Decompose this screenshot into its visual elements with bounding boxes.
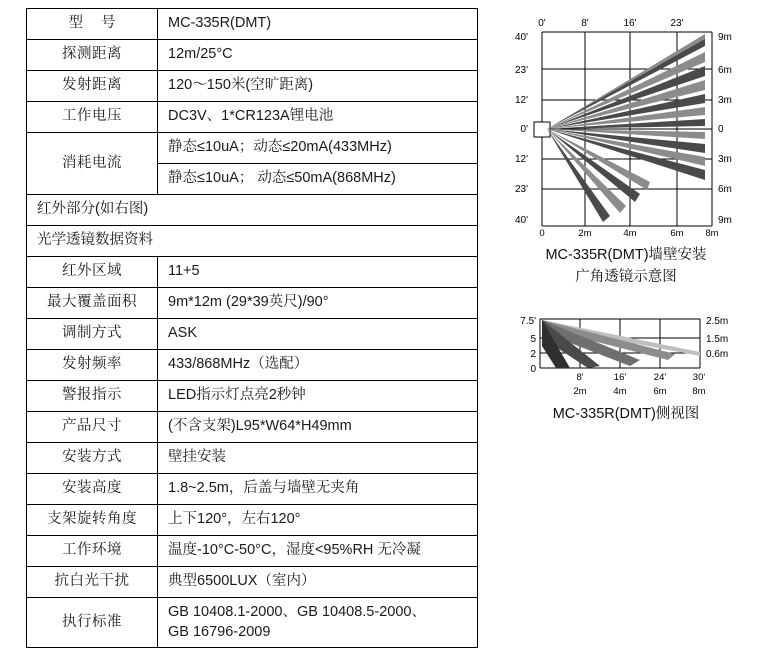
right-axis-label-3: 0	[718, 124, 724, 135]
row-full: 光学透镜数据资料	[27, 226, 478, 257]
top-axis-label-0: 0'	[538, 18, 546, 29]
row-label: 警报指示	[27, 381, 158, 412]
row-label: 消耗电流	[27, 133, 158, 195]
sv-left-label-1: 5	[530, 334, 536, 345]
left-axis-label-5: 23'	[514, 184, 528, 195]
row-label: 工作电压	[27, 102, 158, 133]
sv-bottom-bot-2: 6m	[653, 386, 667, 397]
row-value: DC3V、1*CR123A锂电池	[158, 102, 478, 133]
row-label: 发射距离	[27, 71, 158, 102]
row-value: ASK	[158, 319, 478, 350]
left-axis-label-4: 12'	[514, 154, 528, 165]
caption-line-1: MC-335R(DMT)侧视图	[552, 406, 700, 422]
side-view-caption	[500, 404, 752, 426]
left-axis-label-1: 23'	[514, 65, 528, 76]
sv-beam-fan	[542, 320, 700, 368]
wide-angle-svg	[500, 14, 752, 239]
table-row	[27, 71, 478, 102]
table-row	[27, 536, 478, 567]
sv-left-label-2: 2	[530, 349, 536, 360]
right-axis-label-2: 3m	[718, 95, 732, 106]
row-value: (不含支架)L95*W64*H49mm	[158, 412, 478, 443]
row-label: 调制方式	[27, 319, 158, 350]
bottom-axis-label-2: 4m	[623, 228, 637, 239]
table-row	[27, 133, 478, 164]
row-value: 壁挂安装	[158, 443, 478, 474]
sv-left-label-3: 0	[530, 364, 536, 375]
table-row	[27, 412, 478, 443]
table-row	[27, 319, 478, 350]
sv-bottom-top-0: 8'	[576, 372, 584, 383]
table-row	[27, 102, 478, 133]
top-axis-label-3: 23'	[670, 18, 684, 29]
table-row	[27, 567, 478, 598]
bottom-axis-label-3: 6m	[670, 228, 684, 239]
sv-bottom-top-1: 16'	[613, 372, 627, 383]
sv-left-label-0: 7.5'	[520, 316, 536, 327]
table-row	[27, 288, 478, 319]
caption-line-1: MC-335R(DMT)墙壁安装	[545, 247, 707, 263]
sv-right-label-0: 2.5m	[706, 316, 729, 327]
sv-bottom-top-2: 24'	[653, 372, 667, 383]
row-value: 433/868MHz（选配）	[158, 350, 478, 381]
row-full: 红外部分(如右图)	[27, 195, 478, 226]
standard-line-1: GB 10408.1-2000、GB 10408.5-2000、	[168, 604, 426, 620]
caption-line-2: 广角透镜示意图	[575, 268, 677, 285]
row-value: MC-335R(DMT)	[158, 9, 478, 40]
specification-table	[26, 8, 478, 648]
sv-bottom-top-3: 30'	[692, 372, 706, 383]
side-view-diagram	[500, 308, 752, 426]
row-label: 抗白光干扰	[27, 567, 158, 598]
row-label: 支架旋转角度	[27, 505, 158, 536]
table-row	[27, 443, 478, 474]
wide-angle-diagram	[500, 14, 752, 289]
right-axis-label-6: 9m	[718, 215, 732, 226]
row-value: 静态≤10uA；动态≤20mA(433MHz)	[158, 133, 478, 164]
sv-bottom-bot-3: 8m	[692, 386, 706, 397]
left-axis-label-6: 40'	[514, 215, 528, 226]
table-row	[27, 350, 478, 381]
row-label: 最大覆盖面积	[27, 288, 158, 319]
left-axis-label-0: 40'	[514, 32, 528, 43]
row-value: LED指示灯点亮2秒钟	[158, 381, 478, 412]
right-axis-label-0: 9m	[718, 32, 732, 43]
row-value: 静态≤10uA； 动态≤50mA(868MHz)	[158, 164, 478, 195]
row-label: 发射频率	[27, 350, 158, 381]
bottom-axis-label-1: 2m	[578, 228, 592, 239]
left-axis-label-2: 12'	[514, 95, 528, 106]
row-label: 探测距离	[27, 40, 158, 71]
row-value: 120～150米(空旷距离)	[158, 71, 478, 102]
table-row	[27, 598, 478, 648]
row-value: 典型6500LUX（室内）	[158, 567, 478, 598]
right-axis-label-4: 3m	[718, 154, 732, 165]
table-row	[27, 9, 478, 40]
table-row	[27, 257, 478, 288]
row-label: 执行标准	[27, 598, 158, 648]
top-axis-label-1: 8'	[581, 18, 589, 29]
row-label: 工作环境	[27, 536, 158, 567]
row-value: 9m*12m (29*39英尺)/90°	[158, 288, 478, 319]
bottom-axis-label-0: 0	[539, 228, 545, 239]
row-value	[158, 598, 478, 648]
top-axis-label-2: 16'	[623, 18, 637, 29]
sv-right-label-1: 1.5m	[706, 334, 729, 345]
table-row	[27, 474, 478, 505]
bottom-axis-label-4: 8m	[705, 228, 719, 239]
row-label: 安装方式	[27, 443, 158, 474]
row-value: 上下120°，左右120°	[158, 505, 478, 536]
table-row	[27, 381, 478, 412]
table-row	[27, 226, 478, 257]
sv-bottom-bot-0: 2m	[573, 386, 587, 397]
row-value: 11+5	[158, 257, 478, 288]
standard-line-2: GB 16796-2009	[168, 623, 271, 640]
right-axis-label-5: 6m	[718, 184, 732, 195]
sensor-icon	[534, 122, 550, 137]
table-row	[27, 505, 478, 536]
row-label: 红外区域	[27, 257, 158, 288]
right-axis-label-1: 6m	[718, 65, 732, 76]
sv-bottom-bot-1: 4m	[613, 386, 627, 397]
side-view-svg	[500, 308, 752, 398]
sv-right-label-2: 0.6m	[706, 349, 729, 360]
row-label: 型 号	[27, 9, 158, 40]
wide-angle-caption	[500, 245, 752, 289]
row-value: 1.8~2.5m，后盖与墙壁无夹角	[158, 474, 478, 505]
beam-fan	[547, 34, 705, 222]
row-value: 温度-10°C-50°C，湿度<95%RH 无冷凝	[158, 536, 478, 567]
row-value: 12m/25°C	[158, 40, 478, 71]
table-row	[27, 195, 478, 226]
left-axis-label-3: 0'	[520, 124, 528, 135]
table-row	[27, 40, 478, 71]
row-label: 产品尺寸	[27, 412, 158, 443]
row-label: 安装高度	[27, 474, 158, 505]
